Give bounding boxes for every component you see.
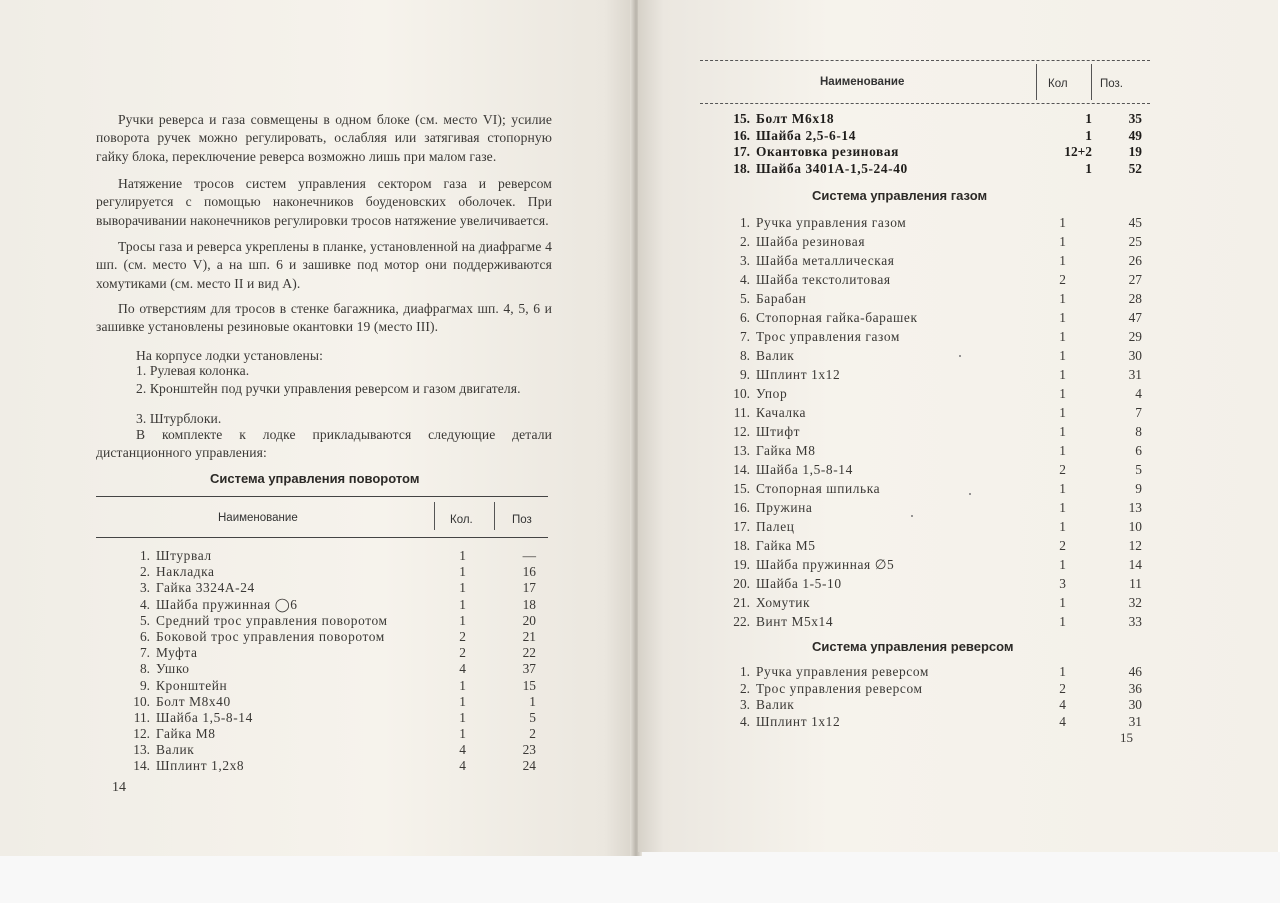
table-row xyxy=(722,213,1150,232)
item-name: Шплинт 1х12 xyxy=(756,713,841,729)
item-name: Трос управления газом xyxy=(756,329,900,344)
table-row xyxy=(722,128,1150,145)
column-divider xyxy=(494,502,495,530)
item-quantity: 1 xyxy=(459,548,466,563)
row-number: 8. xyxy=(739,348,750,363)
row-number: 10. xyxy=(133,693,150,709)
table-row xyxy=(722,270,1150,289)
item-position: 6 xyxy=(1135,443,1142,458)
item-position: 9 xyxy=(1135,481,1142,496)
item-name: Барабан xyxy=(756,291,807,306)
row-number: 20. xyxy=(733,576,750,591)
table-row xyxy=(96,710,548,726)
item-name: Боковой трос управления поворотом xyxy=(156,628,385,644)
item-name: Накладка xyxy=(156,564,215,580)
item-name: Шайба пружинная ◯6 xyxy=(156,596,298,612)
paragraph: По отверстиям для тросов в стенке багажника, диафрагмах шп. 4, 5, 6 и зашивке установлены резиновые окантовки 19 (место III). xyxy=(96,301,552,335)
item-quantity: 1 xyxy=(459,693,466,709)
item-position: 45 xyxy=(1128,215,1142,230)
item-position: 29 xyxy=(1128,329,1142,344)
item-name: Валик xyxy=(756,348,795,363)
row-number: 8. xyxy=(139,661,150,677)
item-position: 37 xyxy=(522,661,536,677)
item-position: 46 xyxy=(1128,664,1142,679)
item-position: — xyxy=(522,548,536,563)
item-quantity: 2 xyxy=(1059,538,1066,553)
table-row xyxy=(96,758,548,774)
item-position: 23 xyxy=(522,742,536,758)
item-name: Средний трос управления поворотом xyxy=(156,612,388,628)
row-number: 4. xyxy=(739,713,750,729)
list-item: 3. Штурблоки. xyxy=(136,411,222,426)
item-name: Винт М5х14 xyxy=(756,614,834,629)
row-number: 1. xyxy=(739,215,750,230)
row-number: 12. xyxy=(133,726,150,742)
item-quantity: 1 xyxy=(459,596,466,612)
page-number: 15 xyxy=(1120,730,1133,745)
item-name: Упор xyxy=(756,386,788,401)
item-position: 36 xyxy=(1128,680,1142,696)
table-row xyxy=(722,681,1150,698)
item-quantity: 1 xyxy=(1059,614,1066,629)
item-position: 2 xyxy=(529,726,536,742)
row-number: 17. xyxy=(733,144,750,160)
item-position: 31 xyxy=(1128,713,1142,729)
item-quantity: 1 xyxy=(459,726,466,742)
table-row xyxy=(722,232,1150,251)
paragraph: Ручки реверса и газа совмещены в одном блоке (см. место VI); усилие поворота ручек можно регулировать, ослабляя или затягивая стопорную гайку блока, переключение реверса возможно лишь при малом газе. xyxy=(96,112,552,164)
item-position: 14 xyxy=(1128,557,1142,572)
table-row xyxy=(96,548,548,564)
item-quantity: 1 xyxy=(459,580,466,596)
item-position: 49 xyxy=(1128,127,1142,143)
item-quantity: 4 xyxy=(1059,697,1066,713)
row-number: 13. xyxy=(133,742,150,758)
table-row xyxy=(722,593,1150,612)
header-name: Наименование xyxy=(820,76,905,88)
item-name: Палец xyxy=(756,519,795,534)
item-quantity: 2 xyxy=(459,628,466,644)
table-row xyxy=(722,403,1150,422)
item-position: 25 xyxy=(1128,234,1142,249)
row-number: 2. xyxy=(139,564,150,580)
row-number: 7. xyxy=(139,645,150,661)
item-quantity: 1 xyxy=(1059,443,1066,458)
item-name: Шайба пружинная ∅5 xyxy=(756,557,895,572)
paragraph: Тросы газа и реверса укреплены в планке, установленной на диафрагме 4 шп. (см. место V), а на шп. 6 и зашивке под мотор они поддерживаются хомутиками (см. место II и вид А). xyxy=(96,239,552,291)
list-item: 1. Рулевая колонка. xyxy=(136,363,250,378)
row-number: 3. xyxy=(739,697,750,713)
row-number: 4. xyxy=(739,272,750,287)
item-quantity: 2 xyxy=(1059,680,1066,696)
table-row xyxy=(722,384,1150,403)
item-quantity: 2 xyxy=(459,645,466,661)
item-name: Шайба 1-5-10 xyxy=(756,576,842,591)
section-title: Система управления газом xyxy=(812,188,988,203)
table-header-rule xyxy=(700,103,1150,104)
table-row xyxy=(722,441,1150,460)
item-position: 10 xyxy=(1128,519,1142,534)
table-row xyxy=(722,111,1150,128)
item-name: Гайка М8 xyxy=(156,726,216,742)
item-name: Шайба 3401А-1,5-24-40 xyxy=(756,160,908,176)
table-row xyxy=(722,289,1150,308)
item-position: 24 xyxy=(522,758,536,774)
item-position: 5 xyxy=(1135,462,1142,477)
item-quantity: 2 xyxy=(1059,272,1066,287)
item-position: 12 xyxy=(1128,538,1142,553)
item-name: Гайка М8 xyxy=(756,443,816,458)
item-position: 8 xyxy=(1135,424,1142,439)
item-position: 27 xyxy=(1128,272,1142,287)
print-speck xyxy=(969,493,971,495)
table-row xyxy=(722,161,1150,178)
table-row xyxy=(96,580,548,596)
item-position: 16 xyxy=(522,564,536,580)
table-row xyxy=(96,613,548,629)
item-quantity: 1 xyxy=(1059,253,1066,268)
item-name: Ручка управления реверсом xyxy=(756,664,929,679)
item-position: 18 xyxy=(522,596,536,612)
row-number: 9. xyxy=(739,367,750,382)
table-row xyxy=(722,697,1150,714)
table-header-rule xyxy=(96,537,548,538)
table-row xyxy=(722,460,1150,479)
row-number: 2. xyxy=(739,680,750,696)
row-number: 15. xyxy=(733,111,750,126)
item-position: 47 xyxy=(1128,310,1142,325)
item-quantity: 4 xyxy=(459,661,466,677)
item-name: Гайка 3324А-24 xyxy=(156,580,255,596)
item-quantity: 1 xyxy=(1059,664,1066,679)
table-row xyxy=(722,365,1150,384)
item-name: Гайка М5 xyxy=(756,538,816,553)
item-position: 13 xyxy=(1128,500,1142,515)
table-row xyxy=(96,726,548,742)
item-quantity: 1 xyxy=(1059,481,1066,496)
item-position: 35 xyxy=(1128,111,1142,126)
item-quantity: 1 xyxy=(1059,557,1066,572)
section-title: Система управления реверсом xyxy=(812,639,1014,654)
table-body xyxy=(96,548,548,775)
item-quantity: 1 xyxy=(1059,367,1066,382)
item-quantity: 1 xyxy=(1085,111,1092,126)
table-row xyxy=(96,678,548,694)
row-number: 13. xyxy=(733,443,750,458)
table-row xyxy=(96,661,548,677)
item-name: Болт М8х40 xyxy=(156,693,231,709)
row-number: 15. xyxy=(733,481,750,496)
item-name: Окантовка резиновая xyxy=(756,144,900,160)
item-name: Штурвал xyxy=(156,548,212,563)
row-number: 5. xyxy=(139,612,150,628)
item-quantity: 1 xyxy=(1059,595,1066,610)
row-number: 4. xyxy=(139,596,150,612)
table-row xyxy=(722,144,1150,161)
paragraph: В комплекте к лодке прикладываются следующие детали дистанционного управления: xyxy=(96,427,552,461)
item-position: 22 xyxy=(522,645,536,661)
item-name: Шплинт 1,2х8 xyxy=(156,758,245,774)
item-position: 5 xyxy=(529,709,536,725)
row-number: 18. xyxy=(733,160,750,176)
item-position: 31 xyxy=(1128,367,1142,382)
table-row xyxy=(722,346,1150,365)
row-number: 1. xyxy=(739,664,750,679)
table-row xyxy=(96,645,548,661)
table-top-rule xyxy=(96,496,548,497)
table-row xyxy=(722,479,1150,498)
row-number: 12. xyxy=(733,424,750,439)
item-position: 30 xyxy=(1128,697,1142,713)
item-name: Валик xyxy=(756,697,795,713)
scan-background xyxy=(0,852,1280,903)
table-row xyxy=(722,498,1150,517)
item-name: Валик xyxy=(156,742,195,758)
header-pos: Поз. xyxy=(1100,78,1123,90)
table-row xyxy=(722,536,1150,555)
item-quantity: 1 xyxy=(1059,291,1066,306)
item-name: Шайба резиновая xyxy=(756,234,866,249)
table-row xyxy=(96,694,548,710)
table-row xyxy=(722,327,1150,346)
item-name: Штифт xyxy=(756,424,801,439)
item-quantity: 1 xyxy=(459,612,466,628)
item-quantity: 1 xyxy=(459,564,466,580)
paragraph: Натяжение тросов систем управления сектором газа и реверсом регулируется с помощью наконечников боуденовских оболочек. При выворачивании наконечников регулировки тросов натяжение увеличивается. xyxy=(96,176,552,228)
print-speck xyxy=(911,515,913,517)
header-qty: Кол. xyxy=(450,514,473,526)
item-name: Ручка управления газом xyxy=(756,215,907,230)
left-page xyxy=(0,0,636,856)
item-quantity: 1 xyxy=(1059,500,1066,515)
table-row xyxy=(96,629,548,645)
table-row xyxy=(96,597,548,613)
item-quantity: 1 xyxy=(1059,424,1066,439)
table-row xyxy=(722,612,1150,631)
item-quantity: 4 xyxy=(459,758,466,774)
item-name: Шплинт 1х12 xyxy=(756,367,841,382)
item-position: 52 xyxy=(1128,160,1142,176)
item-quantity: 12+2 xyxy=(1064,144,1092,160)
item-position: 19 xyxy=(1128,144,1142,160)
item-quantity: 1 xyxy=(1059,329,1066,344)
row-number: 11. xyxy=(733,405,750,420)
list-item: 2. Кронштейн под ручки управления реверсом и газом двигателя. xyxy=(136,381,521,396)
table-row xyxy=(722,664,1150,681)
item-position: 32 xyxy=(1128,595,1142,610)
item-quantity: 1 xyxy=(1059,519,1066,534)
item-quantity: 2 xyxy=(1059,462,1066,477)
item-name: Шайба 1,5-8-14 xyxy=(156,709,253,725)
row-number: 10. xyxy=(733,386,750,401)
item-quantity: 1 xyxy=(1085,160,1092,176)
item-name: Стопорная шпилька xyxy=(756,481,881,496)
row-number: 2. xyxy=(739,234,750,249)
row-number: 21. xyxy=(733,595,750,610)
item-quantity: 1 xyxy=(1059,405,1066,420)
print-speck xyxy=(959,355,961,357)
section-title: Система управления поворотом xyxy=(210,471,420,486)
item-position: 11 xyxy=(1129,576,1142,591)
item-name: Болт М6х18 xyxy=(756,111,835,126)
item-position: 15 xyxy=(522,677,536,693)
page-number: 14 xyxy=(112,780,126,795)
item-position: 30 xyxy=(1128,348,1142,363)
item-position: 26 xyxy=(1128,253,1142,268)
row-number: 5. xyxy=(739,291,750,306)
row-number: 3. xyxy=(739,253,750,268)
item-quantity: 1 xyxy=(1059,348,1066,363)
column-divider xyxy=(434,502,435,530)
item-name: Муфта xyxy=(156,645,198,661)
item-quantity: 4 xyxy=(1059,713,1066,729)
item-quantity: 3 xyxy=(1059,576,1066,591)
item-name: Шайба текстолитовая xyxy=(756,272,891,287)
row-number: 16. xyxy=(733,127,750,143)
table-top-rule xyxy=(700,60,1150,61)
row-number: 6. xyxy=(139,628,150,644)
row-number: 14. xyxy=(133,758,150,774)
table-body xyxy=(722,111,1150,177)
item-quantity: 1 xyxy=(1059,386,1066,401)
item-name: Кронштейн xyxy=(156,677,228,693)
row-number: 22. xyxy=(733,614,750,629)
table-row xyxy=(96,742,548,758)
item-name: Качалка xyxy=(756,405,807,420)
row-number: 17. xyxy=(733,519,750,534)
item-quantity: 4 xyxy=(459,742,466,758)
table-row xyxy=(722,422,1150,441)
item-quantity: 1 xyxy=(1059,215,1066,230)
item-name: Хомутик xyxy=(756,595,811,610)
item-name: Трос управления реверсом xyxy=(756,680,923,696)
item-name: Пружина xyxy=(756,500,813,515)
table-row xyxy=(722,517,1150,536)
table-row xyxy=(722,251,1150,270)
table-row xyxy=(722,555,1150,574)
item-position: 28 xyxy=(1128,291,1142,306)
row-number: 9. xyxy=(139,677,150,693)
item-name: Шайба 1,5-8-14 xyxy=(756,462,853,477)
row-number: 7. xyxy=(739,329,750,344)
column-divider xyxy=(1091,64,1092,100)
item-quantity: 1 xyxy=(1059,234,1066,249)
row-number: 3. xyxy=(139,580,150,596)
row-number: 16. xyxy=(733,500,750,515)
table-body xyxy=(722,213,1150,631)
row-number: 11. xyxy=(133,709,150,725)
right-page xyxy=(638,0,1278,852)
item-position: 4 xyxy=(1135,386,1142,401)
item-position: 7 xyxy=(1135,405,1142,420)
row-number: 14. xyxy=(733,462,750,477)
item-name: Ушко xyxy=(156,661,190,677)
item-name: Стопорная гайка-барашек xyxy=(756,310,918,325)
item-quantity: 1 xyxy=(1085,127,1092,143)
item-quantity: 1 xyxy=(459,677,466,693)
item-position: 21 xyxy=(522,628,536,644)
paragraph: На корпусе лодки установлены: xyxy=(136,348,324,363)
header-name: Наименование xyxy=(218,512,298,524)
header-qty: Кол xyxy=(1048,78,1068,90)
row-number: 18. xyxy=(733,538,750,553)
item-name: Шайба металлическая xyxy=(756,253,895,268)
column-divider xyxy=(1036,64,1037,100)
row-number: 1. xyxy=(139,548,150,563)
header-pos: Поз xyxy=(512,514,532,526)
item-position: 20 xyxy=(522,612,536,628)
item-quantity: 1 xyxy=(1059,310,1066,325)
item-position: 17 xyxy=(522,580,536,596)
item-position: 33 xyxy=(1128,614,1142,629)
row-number: 19. xyxy=(733,557,750,572)
item-quantity: 1 xyxy=(459,709,466,725)
table-row xyxy=(722,714,1150,731)
table-row xyxy=(722,574,1150,593)
item-name: Шайба 2,5-6-14 xyxy=(756,127,856,143)
row-number: 6. xyxy=(739,310,750,325)
item-position: 1 xyxy=(529,693,536,709)
table-row xyxy=(96,564,548,580)
table-body xyxy=(722,664,1150,730)
table-row xyxy=(722,308,1150,327)
